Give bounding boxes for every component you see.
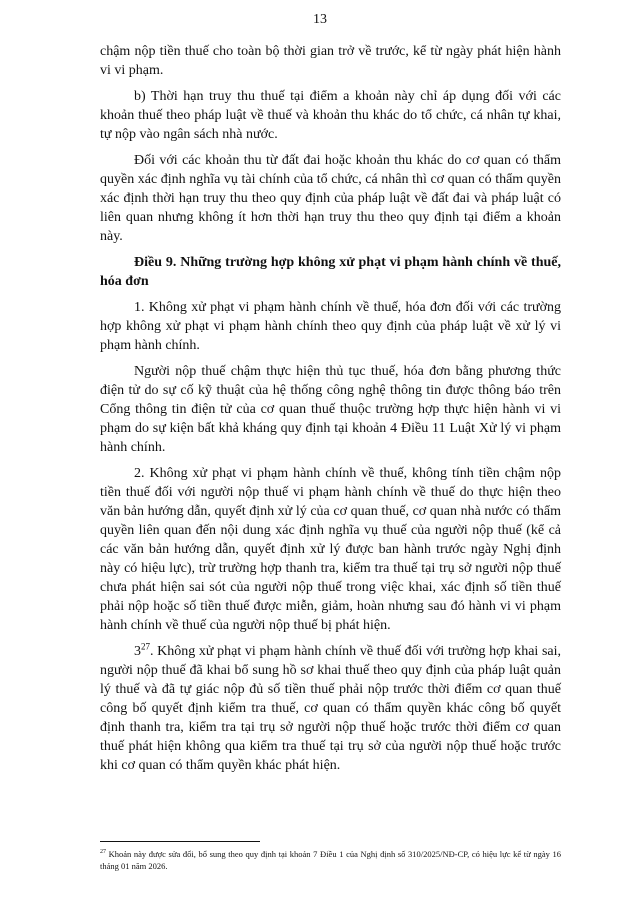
- page-number: 13: [313, 12, 327, 27]
- footnote: [100, 848, 561, 872]
- paragraph-continuation: chậm nộp tiền thuế cho toàn bộ thời gian trở về trước, kể từ ngày phát hiện hành vi vi phạm.: [100, 44, 561, 78]
- footnote-text: Khoản này được sửa đổi, bổ sung theo quy định tại khoản 7 Điều 1 của Nghị định số 310/2025/NĐ-CP, có hiệu lực kể từ ngày 16 tháng 01 năm 2026.: [100, 849, 561, 871]
- paragraph-article-9-item-3: [100, 642, 561, 775]
- paragraph-clause-b: b) Thời hạn truy thu thuế tại điểm a khoản này chỉ áp dụng đối với các khoản thuế theo pháp luật về thuế và khoản thu khác do tổ chức, cá nhân tự khai, tự nộp vào ngân sách nhà nước.: [100, 89, 561, 142]
- paragraph-article-9-item-1: 1. Không xử phạt vi phạm hành chính về thuế, hóa đơn đối với các trường hợp không xử phạt vi phạm hành chính theo quy định của pháp luật về xử lý vi phạm hành chính.: [100, 300, 561, 353]
- footnote-reference: 27: [141, 641, 150, 652]
- article-9-heading: Điều 9. Những trường hợp không xử phạt vi phạm hành chính về thuế, hóa đơn: [100, 255, 561, 289]
- footnote-divider: [100, 841, 260, 842]
- paragraph-article-9-item-2: 2. Không xử phạt vi phạm hành chính về thuế, không tính tiền chậm nộp tiền thuế đối với người nộp thuế vi phạm hành chính về thuế do thực hiện theo văn bản hướng dẫn, quyết định xử lý của cơ quan thuế, cơ quan nhà nước có thẩm quyền liên quan đến nội dung xác định nghĩa vụ thuế của người nộp thuế (kể cả các văn bản hướng dẫn, quyết định xử lý được ban hành trước ngày Nghị định này có hiệu lực), trừ trường hợp thanh tra, kiểm tra thuế tại trụ sở người nộp thuế chưa phát hiện sai sót của người nộp thuế trong việc khai, xác định số tiền thuế phải nộp hoặc số tiền thuế được miễn, giảm, hoàn nhưng sau đó hành vi vi phạm hành chính về thuế của người nộp thuế bị phát hiện.: [100, 466, 561, 633]
- item-number: 3: [134, 644, 141, 659]
- footnote-marker: 27: [100, 849, 106, 856]
- paragraph-electronic-delay: Người nộp thuế chậm thực hiện thủ tục thuế, hóa đơn bằng phương thức điện tử do sự cố kỹ thuật của hệ thống công nghệ thông tin được thông báo trên Cổng thông tin điện tử của cơ quan thuế thuộc trường hợp thực hiện hành vi vi phạm do sự kiện bất khả kháng quy định tại khoản 4 Điều 11 Luật Xử lý vi phạm hành chính.: [100, 364, 561, 455]
- paragraph-land-revenue: Đối với các khoản thu từ đất đai hoặc khoản thu khác do cơ quan có thẩm quyền xác định nghĩa vụ tài chính của tổ chức, cá nhân thì cơ quan có thẩm quyền xác định thời hạn truy thu theo quy định của pháp luật về đất đai và pháp luật có liên quan nhưng không ít hơn thời hạn truy thu theo quy định tại điểm a khoản này.: [100, 153, 561, 244]
- item-3-text: . Không xử phạt vi phạm hành chính về thuế đối với trường hợp khai sai, người nộp thuế đã khai bổ sung hồ sơ khai thuế theo quy định của pháp luật quản lý thuế và đã tự giác nộp đủ số tiền thuế phải nộp trước thời điểm cơ quan thuế công bố quyết định kiểm tra thuế, cơ quan có thẩm quyền khác công bố quyết định thanh tra, kiểm tra tại trụ sở người nộp thuế hoặc trước thời điểm cơ quan thuế phát hiện không qua kiểm tra thuế tại trụ sở của người nộp thuế hoặc trước khi cơ quan có thẩm quyền khác phát hiện.: [100, 644, 561, 773]
- document-body: [100, 42, 561, 782]
